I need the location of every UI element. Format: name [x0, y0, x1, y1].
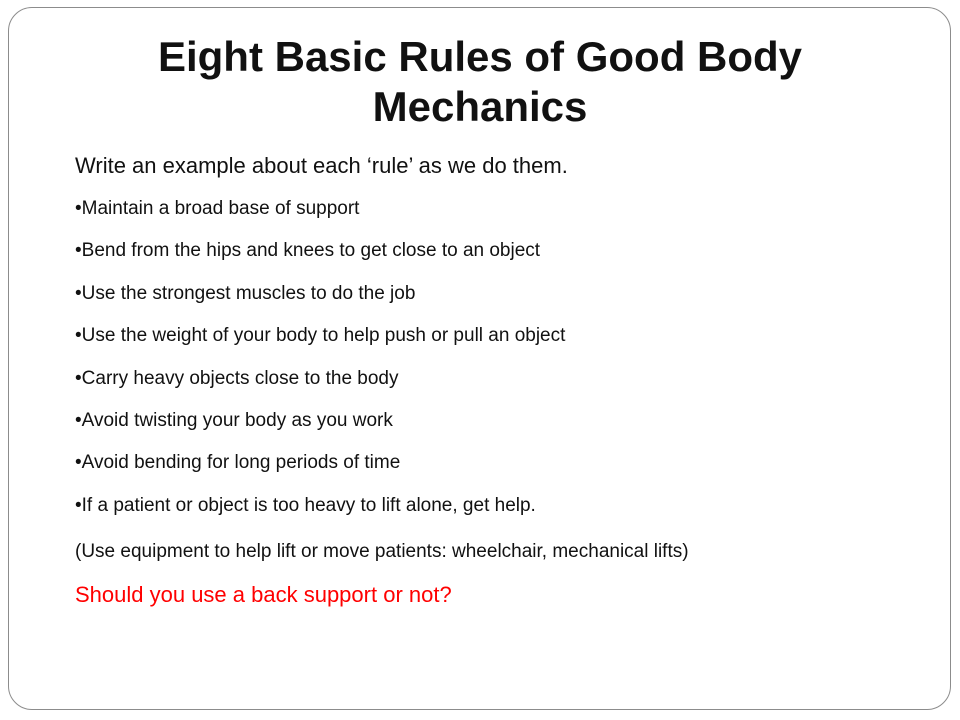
rules-list	[75, 195, 565, 534]
rule-item	[75, 280, 565, 322]
equipment-note: (Use equipment to help lift or move patients: wheelchair, mechanical lifts)	[75, 541, 689, 562]
rule-item	[75, 449, 565, 491]
rule-text: Carry heavy objects close to the body	[81, 367, 399, 389]
slide-subtitle: Write an example about each ‘rule’ as we do them.	[75, 153, 568, 178]
rule-text: If a patient or object is too heavy to lift alone, get help.	[81, 494, 536, 516]
rule-item	[75, 407, 565, 449]
rule-text: Use the weight of your body to help push or pull an object	[81, 325, 566, 347]
rule-item	[75, 365, 565, 407]
bullet: •	[75, 282, 82, 304]
rule-item	[75, 322, 565, 364]
rule-text: Maintain a broad base of support	[81, 198, 360, 219]
bullet: •	[75, 198, 82, 219]
bullet: •	[75, 367, 82, 389]
rule-text: Avoid twisting your body as you work	[81, 409, 393, 431]
rule-text: Avoid bending for long periods of time	[81, 452, 401, 474]
discussion-question: Should you use a back support or not?	[75, 582, 452, 607]
bullet: •	[75, 325, 82, 347]
bullet: •	[75, 409, 82, 431]
slide-title: Eight Basic Rules of Good Body Mechanics	[157, 33, 803, 130]
bullet: •	[75, 240, 82, 262]
bullet: •	[75, 494, 82, 516]
rule-text: Bend from the hips and knees to get close to an object	[81, 240, 541, 262]
bullet: •	[75, 452, 82, 474]
rule-item	[75, 195, 565, 237]
rule-text: Use the strongest muscles to do the job	[81, 282, 416, 304]
rule-item	[75, 492, 565, 534]
rule-item	[75, 237, 565, 279]
